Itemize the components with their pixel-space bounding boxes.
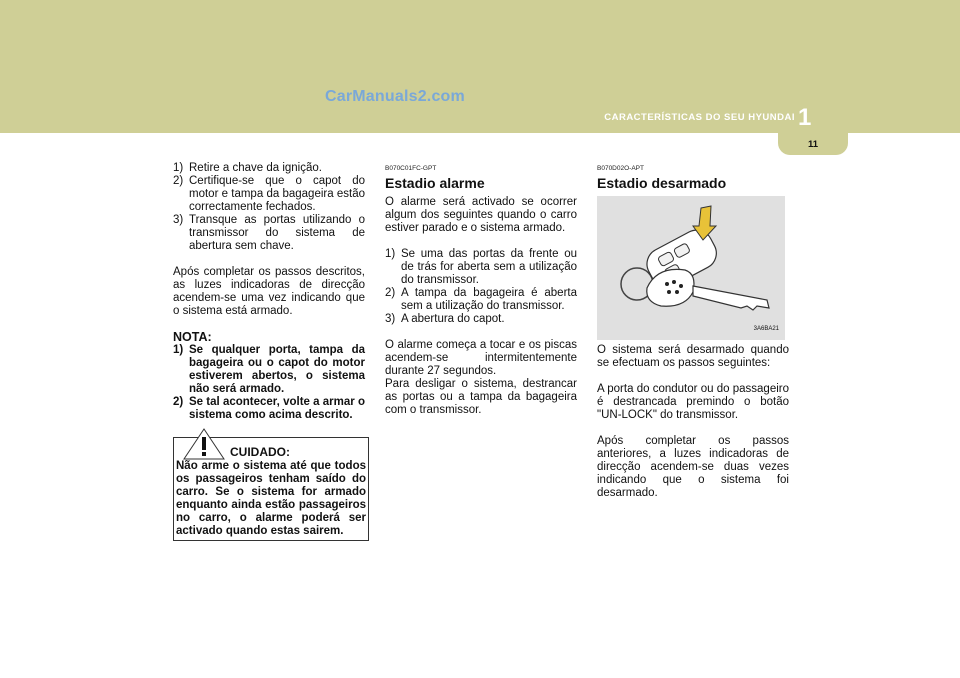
disarm-confirm: Após completar os passos anteriores, a luzes indicadoras de direcção acendem-se duas vezes indicando que o sistema foi desarmado. [597, 435, 789, 499]
key-fob-figure [597, 196, 785, 340]
list-item: 2) Certifique-se que o capot do motor e tampa da bagageira estão correctamente fechados. [173, 175, 365, 213]
section-code: B070D02O-APT [597, 165, 644, 172]
section-heading: Estadio alarme [385, 175, 485, 191]
list-item: 3) A abertura do capot. [385, 313, 505, 325]
list-item: 3) Transque as portas utilizando o transmissor do sistema de abertura sem chave. [173, 214, 365, 252]
list-item: 2) A tampa da bagageira é aberta sem a utilização do transmissor. [385, 287, 577, 312]
list-item: 1) Retire a chave da ignição. [173, 162, 322, 174]
column-1 [173, 162, 365, 422]
figure-code: 3A6BA21 [753, 326, 779, 332]
arming-steps-list [173, 162, 365, 253]
disarm-step: A porta do condutor ou do passageiro é destrancada premindo o botão "UN-LOCK" do transmissor. [597, 383, 789, 421]
armed-paragraph: Após completar os passos descritos, as luzes indicadoras de direcção acendem-se uma vez indicando que o sistema está armado. [173, 266, 365, 317]
nota-title: NOTA: [173, 330, 212, 344]
page-tab [778, 133, 848, 155]
column-3 [597, 162, 789, 500]
watermark-link[interactable]: CarManuals2.com [325, 88, 465, 105]
list-item: 1) Se uma das portas da frente ou de trás for aberta sem a utilização do transmissor. [385, 248, 577, 286]
section-code: B070C01FC-GPT [385, 165, 437, 172]
caution-title: CUIDADO: [230, 445, 290, 459]
chapter-number: 1 [798, 104, 812, 131]
column-2 [385, 162, 577, 417]
disarm-intro: O sistema será desarmado quando se efectuam os passos seguintes: [597, 344, 789, 369]
caution-text: Não arme o sistema até que todos os passageiros tenham saído do carro. Se o sistema for armado enquanto ainda estão passageiros no carro, o alarme poderá ser activado quando estas sairem. [176, 460, 366, 537]
section-heading: Estadio desarmado [597, 175, 727, 191]
nota-list [173, 344, 365, 422]
page-number: 11 [807, 139, 819, 150]
caution-box [173, 437, 369, 541]
alarm-intro: O alarme será activado se ocorrer algum dos seguintes quando o carro estiver parado e o sistema armado. [385, 196, 577, 234]
alarm-trigger-list [385, 248, 577, 326]
alarm-duration-paragraph: O alarme começa a tocar e os piscas acendem-se intermitentemente durante 27 segundos. [385, 339, 577, 377]
section-title: CARACTERÍSTICAS DO SEU HYUNDAI [604, 112, 795, 123]
alarm-disable-paragraph: Para desligar o sistema, destrancar as portas ou a tampa da bagageira com o transmissor. [385, 378, 577, 416]
key-fob-icon [597, 196, 785, 340]
header-banner [0, 0, 960, 133]
list-item: 2) Se tal acontecer, volte a armar o sistema como acima descrito. [173, 396, 365, 421]
list-item: 1) Se qualquer porta, tampa da bagageira ou o capot do motor estiverem abertos, o sistema não será armado. [173, 344, 365, 395]
